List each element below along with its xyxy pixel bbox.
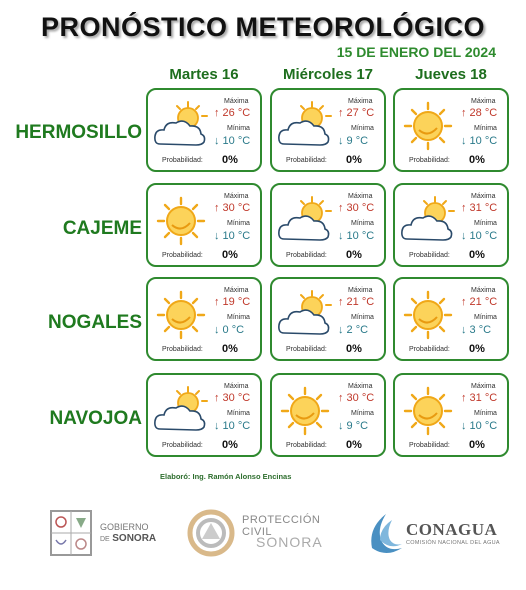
probability-value: 0%: [469, 154, 485, 166]
sunny-icon: [399, 100, 457, 152]
probability-label: Probabilidad:: [286, 252, 327, 259]
min-temp: ↓ 10 °C: [461, 135, 498, 147]
probability-label: Probabilidad:: [286, 346, 327, 353]
gobierno-sonora-logo: [48, 508, 178, 560]
probability-value: 0%: [469, 439, 485, 451]
probability-value: 0%: [222, 343, 238, 355]
probability-label: Probabilidad:: [162, 346, 203, 353]
partly-cloudy-icon: [152, 385, 210, 437]
min-temp: ↓ 10 °C: [461, 420, 498, 432]
max-label: Máxima: [348, 383, 373, 390]
forecast-card: [393, 373, 509, 457]
conagua-logo: [366, 508, 516, 560]
partly-cloudy-icon: [276, 289, 334, 341]
max-label: Máxima: [348, 98, 373, 105]
min-label: Mínima: [227, 220, 250, 227]
min-temp: ↓ 10 °C: [214, 420, 251, 432]
probability-value: 0%: [346, 343, 362, 355]
partly-cloudy-icon: [152, 100, 210, 152]
day-header: Jueves 18: [415, 66, 487, 83]
sunny-icon: [399, 385, 457, 437]
max-temp: ↑ 30 °C: [338, 202, 375, 214]
min-temp: ↓ 10 °C: [214, 230, 251, 242]
probability-value: 0%: [469, 343, 485, 355]
max-temp: ↑ 28 °C: [461, 107, 498, 119]
forecast-card: [146, 183, 262, 267]
min-temp: ↓ 9 °C: [338, 420, 369, 432]
probability-label: Probabilidad:: [162, 442, 203, 449]
max-label: Máxima: [471, 383, 496, 390]
sonora-seal-icon: [48, 508, 94, 558]
min-temp: ↓ 10 °C: [214, 135, 251, 147]
probability-value: 0%: [469, 249, 485, 261]
max-temp: ↑ 19 °C: [214, 296, 251, 308]
max-label: Máxima: [348, 287, 373, 294]
min-temp: ↓ 9 °C: [338, 135, 369, 147]
max-temp: ↑ 27 °C: [338, 107, 375, 119]
probability-value: 0%: [222, 439, 238, 451]
max-label: Máxima: [348, 193, 373, 200]
max-temp: ↑ 26 °C: [214, 107, 251, 119]
probability-label: Probabilidad:: [286, 157, 327, 164]
probability-label: Probabilidad:: [162, 252, 203, 259]
min-label: Mínima: [474, 410, 497, 417]
forecast-date: 15 DE ENERO DEL 2024: [336, 44, 496, 60]
probability-value: 0%: [346, 154, 362, 166]
conagua-subtitle: COMISIÓN NACIONAL DEL AGUA: [406, 540, 500, 546]
proteccion-civil-logo: [186, 508, 346, 560]
page-title: PRONÓSTICO METEOROLÓGICO: [40, 12, 485, 42]
city-name: NAVOJOA: [49, 408, 142, 429]
forecast-card: [270, 277, 386, 361]
min-temp: ↓ 10 °C: [338, 230, 375, 242]
min-label: Mínima: [474, 125, 497, 132]
probability-value: 0%: [222, 154, 238, 166]
min-label: Mínima: [227, 410, 250, 417]
probability-label: Probabilidad:: [409, 442, 450, 449]
max-temp: ↑ 30 °C: [214, 392, 251, 404]
pc-line2: SONORA: [256, 534, 323, 550]
probability-value: 0%: [346, 439, 362, 451]
max-label: Máxima: [224, 98, 249, 105]
sunny-icon: [152, 195, 210, 247]
min-label: Mínima: [351, 220, 374, 227]
min-label: Mínima: [351, 314, 374, 321]
probability-label: Probabilidad:: [409, 157, 450, 164]
partly-cloudy-icon: [276, 195, 334, 247]
probability-label: Probabilidad:: [409, 346, 450, 353]
max-label: Máxima: [224, 383, 249, 390]
max-temp: ↑ 21 °C: [338, 296, 375, 308]
max-label: Máxima: [471, 98, 496, 105]
sunny-icon: [399, 289, 457, 341]
sunny-icon: [276, 385, 334, 437]
city-name: CAJEME: [62, 218, 142, 239]
forecast-card: [393, 183, 509, 267]
forecast-card: [270, 88, 386, 172]
min-label: Mínima: [474, 314, 497, 321]
forecast-card: [146, 277, 262, 361]
min-label: Mínima: [351, 125, 374, 132]
min-label: Mínima: [351, 410, 374, 417]
conagua-wave-icon: [366, 508, 406, 558]
partly-cloudy-icon: [399, 195, 457, 247]
author-credit: Elaboró: Ing. Ramón Alonso Encinas: [160, 472, 292, 481]
probability-label: Probabilidad:: [162, 157, 203, 164]
probability-label: Probabilidad:: [409, 252, 450, 259]
max-temp: ↑ 31 °C: [461, 202, 498, 214]
partly-cloudy-icon: [276, 100, 334, 152]
sunny-icon: [152, 289, 210, 341]
max-temp: ↑ 30 °C: [214, 202, 251, 214]
gobierno-text: GOBIERNO DE SONORA: [100, 522, 157, 544]
forecast-card: [393, 277, 509, 361]
max-temp: ↑ 30 °C: [338, 392, 375, 404]
min-temp: ↓ 0 °C: [214, 324, 245, 336]
city-name: NOGALES: [48, 312, 142, 333]
forecast-card: [393, 88, 509, 172]
pc-line1: PROTECCIÓN CIVIL: [242, 514, 321, 538]
max-label: Máxima: [471, 193, 496, 200]
forecast-card: [270, 373, 386, 457]
probability-value: 0%: [346, 249, 362, 261]
min-temp: ↓ 2 °C: [338, 324, 369, 336]
max-label: Máxima: [224, 193, 249, 200]
min-label: Mínima: [474, 220, 497, 227]
forecast-card: [146, 373, 262, 457]
max-temp: ↑ 21 °C: [461, 296, 498, 308]
day-header: Martes 16: [169, 66, 239, 83]
conagua-name: CONAGUA: [406, 520, 498, 539]
min-temp: ↓ 3 °C: [461, 324, 492, 336]
min-label: Mínima: [227, 125, 250, 132]
max-label: Máxima: [224, 287, 249, 294]
probability-value: 0%: [222, 249, 238, 261]
forecast-card: [146, 88, 262, 172]
probability-label: Probabilidad:: [286, 442, 327, 449]
max-label: Máxima: [471, 287, 496, 294]
min-label: Mínima: [227, 314, 250, 321]
day-header: Miércoles 17: [282, 66, 374, 83]
max-temp: ↑ 31 °C: [461, 392, 498, 404]
proteccion-civil-emblem-icon: [186, 508, 236, 558]
city-name: HERMOSILLO: [15, 122, 142, 143]
min-temp: ↓ 10 °C: [461, 230, 498, 242]
forecast-card: [270, 183, 386, 267]
